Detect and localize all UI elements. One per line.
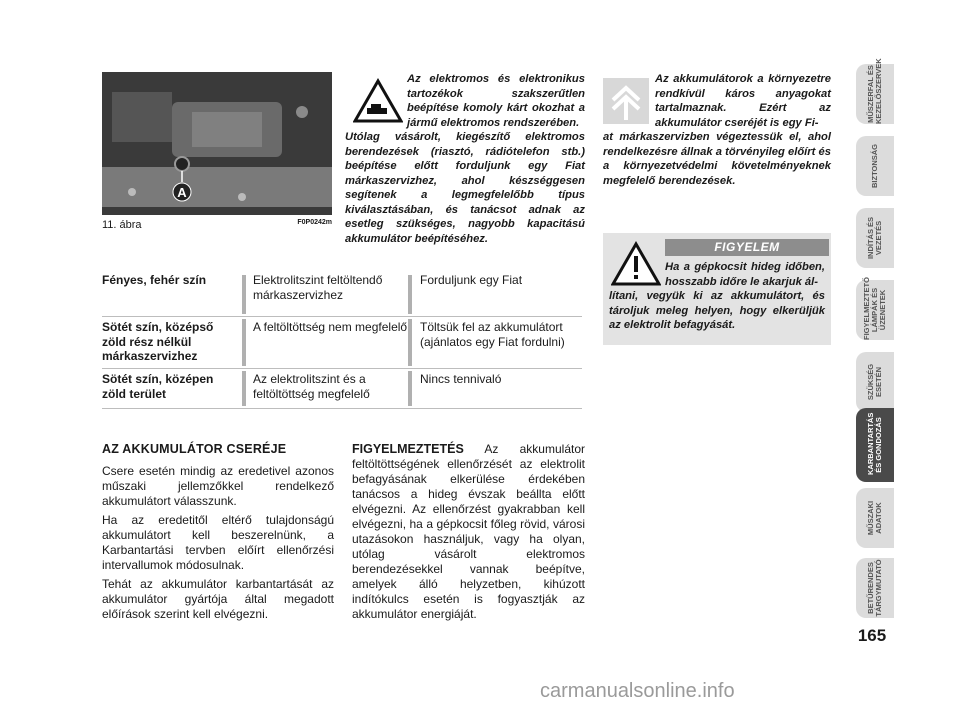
table-cell-color: Sötét szín, középső zöld rész nélkül márkaszervizhez (102, 320, 214, 363)
marker-a-label: A (177, 185, 187, 200)
environment-note (603, 72, 831, 212)
warning-body: Az akkumulátor feltöltöttségének ellenőrzését az elektrolit befagyásának elkerülése érdekében tanácsos a hideg évszak beállta előtt elvégezni. Az ellenőrzést gyakrabban kell elvégezni, ha a gépkocsit főleg rövid, városi utazásokon használjuk, vagy ha olyan, utólag vásárolt elektromos berendezésekkel vannak beépítve, amelyek álló helyzetben, kihúzott indítókulcs esetén is fogyasztják az akkumulátor energiáját. (352, 442, 585, 621)
table-cell-action: Nincs tennivaló (420, 372, 502, 386)
page-number: 165 (857, 626, 887, 645)
warning-paragraph (352, 442, 585, 622)
engine-bay-illustration (102, 72, 332, 215)
battery-replacement-section (102, 442, 334, 626)
environment-note-text: Az akkumulátorok a környezetre rendkívül káros anyagokat tartalmaznak. Ezért az akkumulátor cseréjét is egy Fi- at márkaszervizben végeztessük el, ahol rendelkezésre állnak a törvényileg előírt és a környezetvédelmi követelményeknek megfelelő berendezések. (603, 73, 831, 187)
figure-code: F0P0242m (297, 219, 332, 226)
car-warning-icon (353, 78, 403, 124)
figyelem-panel (603, 233, 831, 345)
figyelem-title: FIGYELEM (665, 239, 829, 256)
table-row (102, 273, 582, 317)
column-divider (408, 319, 412, 366)
electrical-warning-text: Az elektromos és elektronikus tartozékok szakszerűtlen beépítése komoly kárt okozhat a jármű elektromos rendszerében. Utólag vásárolt, kiegészítő elektromos berendezések (riasztó, rádiótelefon stb.) beépítése előtt forduljunk egy Fiat márkaszervizhez, ahol készséggesen segítenek a legmegfelelőbb típus kiválasztásában, és tanácsot adnak az esetleg szükséges, nagyobb kapacitású akkumulátor beépítéséhez. (345, 73, 585, 245)
tab-karbantartas[interactable]: KARBANTARTÁS ÉS GONDOZÁS (856, 408, 894, 482)
table-cell-state: A feltöltöttség nem megfelelő (253, 320, 408, 334)
table-cell-state: Az elektrolitszint és a feltöltöttség megfelelő (253, 372, 370, 401)
engine-bay-photo (102, 72, 332, 215)
table-cell-color: Sötét szín, középen zöld terület (102, 372, 214, 401)
tab-targymutato[interactable]: BETŰRENDES TÁRGYMUTATÓ (856, 558, 894, 618)
tab-muszerfal[interactable]: MŰSZERFAL ÉS KEZELŐSZERVEK (856, 64, 894, 124)
hydrometer-table (102, 273, 582, 409)
paragraph: Csere esetén mindig az eredetivel azonos műszaki jellemzőkkel rendelkező akkumulátort válasszunk. (102, 464, 334, 508)
table-row (102, 317, 582, 369)
figure-caption-text: 11. ábra (102, 219, 142, 231)
table-row (102, 369, 582, 409)
table-cell-state: Elektrolitszint feltöltendő márkaszervizhez (253, 273, 383, 302)
section-heading: AZ AKKUMULÁTOR CSERÉJE (102, 442, 287, 456)
tab-muszaki[interactable]: MŰSZAKI ADATOK (856, 488, 894, 548)
tab-figyelmezteto[interactable]: FIGYELMEZTETŐ LÁMPÁK ÉS ÜZENETEK (856, 280, 894, 340)
column-divider (408, 275, 412, 314)
paragraph: Tehát az akkumulátor karbantartását az akkumulátor gyártója által megadott előírások szerint kell elvégezni. (102, 577, 334, 621)
table-cell-action: Forduljunk egy Fiat (420, 273, 523, 287)
column-divider (408, 371, 412, 406)
table-cell-action: Töltsük fel az akkumulátort (ajánlatos egy Fiat fordulni) (420, 320, 565, 349)
column-divider (242, 371, 246, 406)
figyelem-text: Ha a gépkocsit hideg időben, hosszabb időre le akarjuk ál- lítani, vegyük ki az akkumulátort, és tároljuk meleg helyen, hogy elkerüljük az elektrolit befagyását. (609, 261, 825, 331)
watermark: carmanualsonline.info (540, 680, 735, 702)
paragraph: Ha az eredetitől eltérő tulajdonságú akkumulátort kell beszerelnünk, a Karbantartási tervben előírt ellenőrzési intervallumok módosulnak. (102, 513, 334, 572)
table-cell-color: Fényes, fehér szín (102, 273, 207, 287)
warning-label: FIGYELMEZTETÉS (352, 442, 464, 456)
column-divider (242, 275, 246, 314)
electrical-warning (345, 72, 585, 262)
tab-biztonsag[interactable]: BIZTONSÁG (856, 136, 894, 196)
figure-caption (102, 219, 332, 231)
tree-icon (603, 78, 653, 124)
column-divider (242, 319, 246, 366)
tab-szukseg[interactable]: SZÜKSÉG ESETÉN (856, 352, 894, 412)
tab-inditas[interactable]: INDÍTÁS ÉS VEZETÉS (856, 208, 894, 268)
